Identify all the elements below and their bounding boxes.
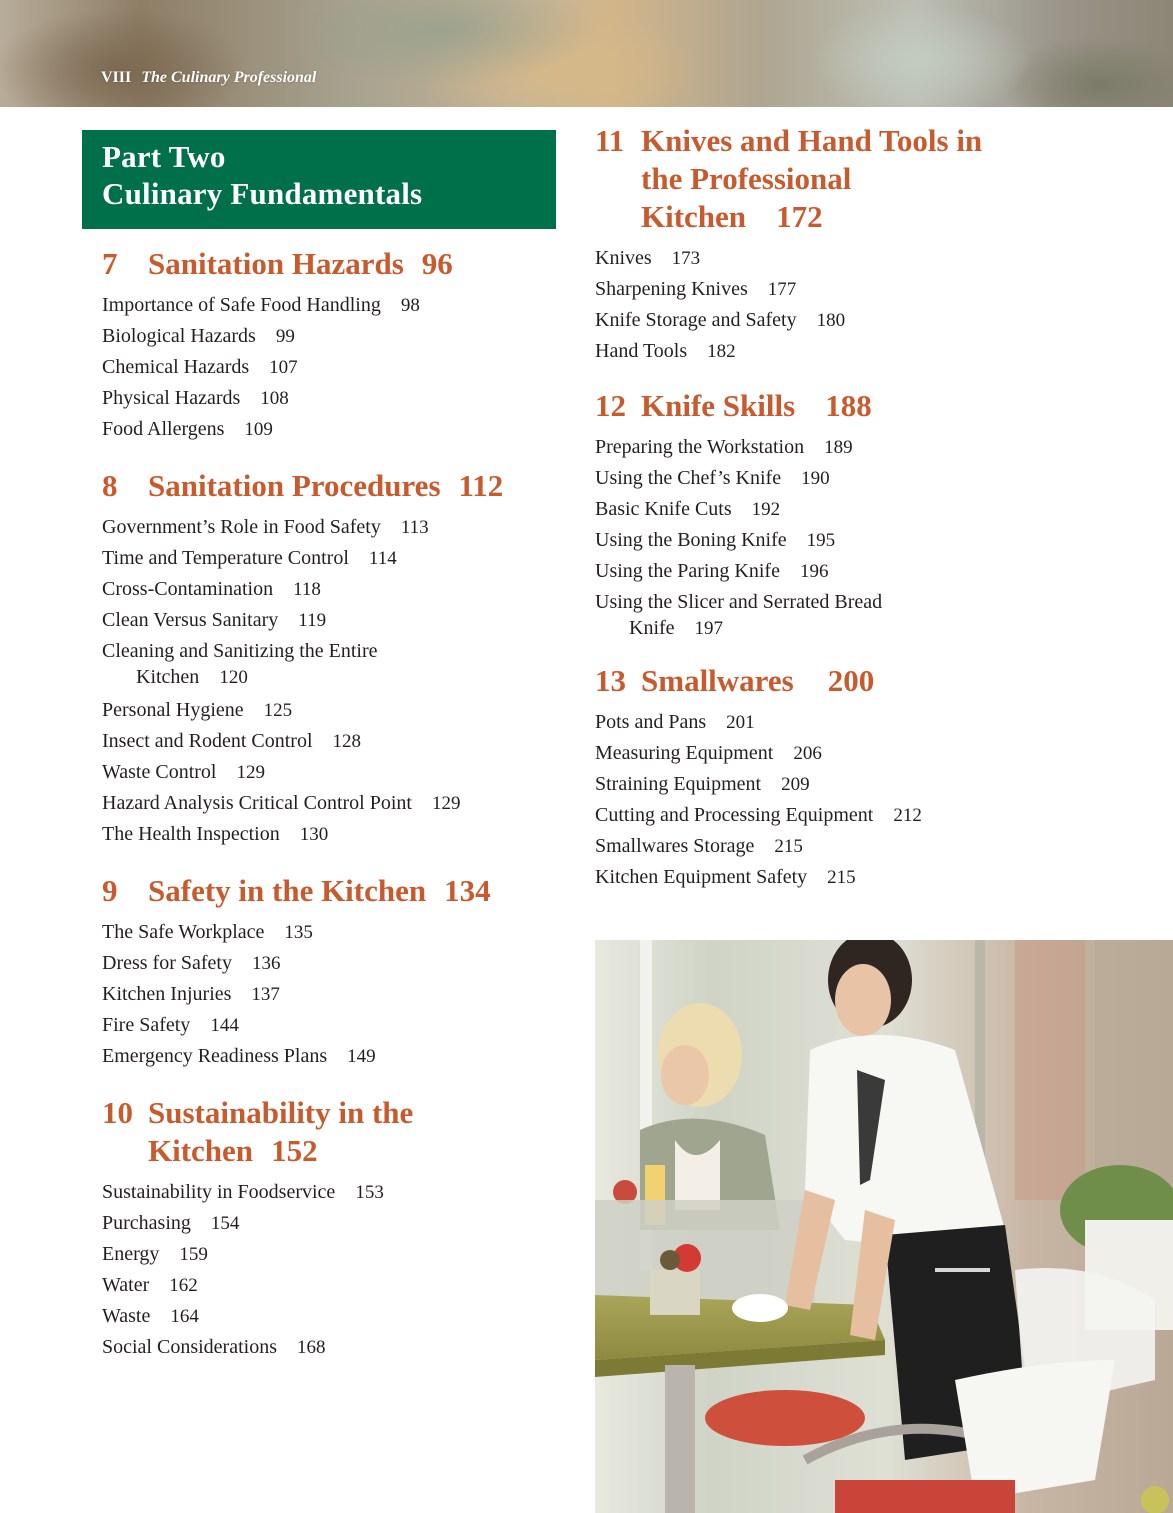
entry-page: 130 xyxy=(299,824,329,845)
chapter-page: 172 xyxy=(776,199,823,234)
running-head xyxy=(101,69,316,87)
entry-title: Sustainability in Foodservice xyxy=(102,1181,336,1203)
entry-page: 149 xyxy=(347,1046,376,1067)
toc-entry[interactable] xyxy=(595,336,1065,367)
toc-entry[interactable] xyxy=(102,543,572,574)
chapter-heading[interactable] xyxy=(102,1094,572,1170)
chapter-number: 13 xyxy=(595,663,626,698)
toc-entry[interactable] xyxy=(102,1332,572,1363)
entry-title: Importance of Safe Food Handling xyxy=(102,294,381,316)
entry-title: Hazard Analysis Critical Control Point xyxy=(102,792,412,814)
entry-page: 107 xyxy=(269,357,298,378)
entry-title: Pots and Pans xyxy=(595,711,707,733)
entry-title: Knife Storage and Safety xyxy=(595,309,797,331)
toc-entry[interactable] xyxy=(102,948,572,979)
entry-page: 137 xyxy=(251,984,280,1005)
toc-chapter xyxy=(595,662,1065,893)
chapter-page: 188 xyxy=(825,388,872,423)
entry-title: Personal Hygiene xyxy=(102,699,244,721)
entry-title: The Health Inspection xyxy=(102,823,280,845)
entry-title: Dress for Safety xyxy=(102,952,232,974)
toc-entry[interactable] xyxy=(595,274,1065,305)
entry-title: Clean Versus Sanitary xyxy=(102,609,279,631)
toc-entry[interactable] xyxy=(102,979,572,1010)
entry-page: 189 xyxy=(824,437,853,458)
entry-title: Using the Paring Knife xyxy=(595,560,780,582)
entry-title: Waste Control xyxy=(102,761,217,783)
part-label: Part Two xyxy=(102,139,226,174)
chapter-heading[interactable] xyxy=(102,467,572,505)
chapter-number: 7 xyxy=(102,246,118,281)
chapter-title: Knives and Hand Tools in the Professional Kitchen xyxy=(641,123,983,234)
toc-entry[interactable] xyxy=(102,638,462,691)
toc-entry[interactable] xyxy=(102,726,572,757)
chapter-page: 152 xyxy=(271,1133,318,1168)
toc-entry[interactable] xyxy=(595,463,1065,494)
entry-page: 129 xyxy=(431,793,461,814)
entry-title: Kitchen Injuries xyxy=(102,983,232,1005)
toc-entry[interactable] xyxy=(102,605,572,636)
entry-title: Kitchen Equipment Safety xyxy=(595,866,808,888)
entry-title: Biological Hazards xyxy=(102,325,256,347)
chapter-number: 9 xyxy=(102,873,118,908)
entry-page: 135 xyxy=(284,922,313,943)
toc-left-column xyxy=(102,245,572,1363)
chapter-title: Smallwares xyxy=(641,663,794,698)
entry-title: Water xyxy=(102,1274,150,1296)
chapter-title: Sustainability in the Kitchen xyxy=(148,1095,414,1168)
book-title: The Culinary Professional xyxy=(141,69,317,86)
chapter-number: 11 xyxy=(595,123,625,158)
entry-title: Government’s Role in Food Safety xyxy=(102,516,381,538)
entry-title: The Safe Workplace xyxy=(102,921,265,943)
toc-entry[interactable] xyxy=(595,589,955,642)
chapter-heading[interactable] xyxy=(102,245,572,283)
toc-entry[interactable] xyxy=(102,414,572,445)
chapter-page: 96 xyxy=(421,246,453,281)
chapter-heading[interactable] xyxy=(102,872,572,910)
entry-title: Hand Tools xyxy=(595,340,688,362)
toc-entry[interactable] xyxy=(595,707,1065,738)
toc-entry[interactable] xyxy=(595,494,1065,525)
entry-page: 197 xyxy=(694,618,724,639)
chapter-page: 200 xyxy=(827,663,875,698)
entry-page: 120 xyxy=(219,667,248,688)
toc-entry[interactable] xyxy=(595,432,1065,463)
entry-title: Knives xyxy=(595,247,652,269)
entry-page: 114 xyxy=(368,548,397,569)
toc-entry[interactable] xyxy=(595,831,1065,862)
entry-page: 113 xyxy=(400,517,429,538)
entry-page: 128 xyxy=(332,731,362,752)
entry-page: 125 xyxy=(263,700,293,721)
entry-page: 201 xyxy=(726,712,755,733)
entry-page: 215 xyxy=(774,836,803,857)
part-heading-box xyxy=(82,130,556,229)
photo-illustration xyxy=(595,940,1173,1513)
cafe-photo xyxy=(595,940,1173,1513)
toc-entry[interactable] xyxy=(102,1041,572,1072)
chapter-page: 112 xyxy=(458,468,504,503)
entry-page: 180 xyxy=(816,310,846,331)
toc-entry[interactable] xyxy=(102,695,572,726)
entry-page: 190 xyxy=(801,468,830,489)
entry-page: 182 xyxy=(707,341,736,362)
chapter-number: 12 xyxy=(595,388,626,423)
toc-entry[interactable] xyxy=(102,819,572,850)
toc-entry[interactable] xyxy=(102,574,572,605)
entry-title: Emergency Readiness Plans xyxy=(102,1045,328,1067)
toc-entry[interactable] xyxy=(102,352,572,383)
page-folio: VIII xyxy=(101,69,132,86)
toc-entry[interactable] xyxy=(595,862,1065,893)
entry-page: 108 xyxy=(260,388,289,409)
entry-title: Cross-Contamination xyxy=(102,578,274,600)
toc-entry[interactable] xyxy=(102,512,572,543)
entry-title: Fire Safety xyxy=(102,1014,191,1036)
entry-title: Food Allergens xyxy=(102,418,225,440)
entry-title: Straining Equipment xyxy=(595,773,762,795)
toc-entry[interactable] xyxy=(595,525,1065,556)
entry-page: 129 xyxy=(236,762,265,783)
toc-entry[interactable] xyxy=(102,290,572,321)
entry-page: 177 xyxy=(767,279,797,300)
entry-title: Cutting and Processing Equipment xyxy=(595,804,874,826)
entry-title: Chemical Hazards xyxy=(102,356,250,378)
entry-title: Smallwares Storage xyxy=(595,835,755,857)
toc-entry[interactable] xyxy=(102,1239,572,1270)
entry-title: Basic Knife Cuts xyxy=(595,498,732,520)
chapter-page: 134 xyxy=(444,873,491,908)
entry-page: 159 xyxy=(179,1244,208,1265)
entry-page: 109 xyxy=(244,419,273,440)
toc-entry[interactable] xyxy=(595,305,1065,336)
toc-entry[interactable] xyxy=(102,1010,572,1041)
toc-entry[interactable] xyxy=(102,1208,572,1239)
toc-chapter xyxy=(102,872,572,1072)
toc-entry[interactable] xyxy=(595,243,1065,274)
entry-title: Measuring Equipment xyxy=(595,742,774,764)
chapter-title: Knife Skills xyxy=(641,388,796,423)
entry-page: 99 xyxy=(275,326,295,347)
entry-title: Social Considerations xyxy=(102,1336,277,1358)
chapter-heading[interactable] xyxy=(595,122,1065,236)
entry-page: 196 xyxy=(799,561,829,582)
toc-entry[interactable] xyxy=(102,1177,572,1208)
entry-title: Preparing the Workstation xyxy=(595,436,805,458)
entry-page: 153 xyxy=(355,1182,384,1203)
entry-title: Time and Temperature Control xyxy=(102,547,349,569)
entry-title: Insect and Rodent Control xyxy=(102,730,313,752)
entry-title: Using the Boning Knife xyxy=(595,529,787,551)
entry-page: 119 xyxy=(298,610,327,631)
entry-page: 154 xyxy=(210,1213,240,1234)
entry-title: Purchasing xyxy=(102,1212,191,1234)
entry-page: 192 xyxy=(751,499,781,520)
entry-title: Waste xyxy=(102,1305,151,1327)
entry-page: 209 xyxy=(781,774,810,795)
toc-entry[interactable] xyxy=(102,321,572,352)
toc-entry[interactable] xyxy=(102,383,572,414)
toc-chapter xyxy=(595,387,1065,642)
entry-page: 136 xyxy=(251,953,281,974)
toc-right-column xyxy=(595,122,1065,893)
toc-entry[interactable] xyxy=(102,788,572,819)
toc-entry[interactable] xyxy=(595,800,1065,831)
toc-entry[interactable] xyxy=(595,738,1065,769)
entry-page: 215 xyxy=(827,867,856,888)
entry-title: Using the Slicer and Serrated Bread Knife xyxy=(595,591,883,639)
chapter-heading[interactable] xyxy=(595,662,1065,700)
entry-page: 212 xyxy=(893,805,922,826)
entry-page: 173 xyxy=(671,248,701,269)
entry-page: 98 xyxy=(400,295,420,316)
chapter-number: 10 xyxy=(102,1095,133,1130)
entry-page: 144 xyxy=(210,1015,239,1036)
entry-title: Using the Chef’s Knife xyxy=(595,467,782,489)
chapter-number: 8 xyxy=(102,468,118,503)
toc-entry[interactable] xyxy=(102,1301,572,1332)
entry-page: 195 xyxy=(806,530,836,551)
entry-page: 118 xyxy=(293,579,321,600)
header-banner xyxy=(0,0,1173,107)
entry-title: Cleaning and Sanitizing the Entire Kitchen xyxy=(102,640,378,688)
toc-entry[interactable] xyxy=(595,769,1065,800)
entry-page: 168 xyxy=(296,1337,326,1358)
toc-entry[interactable] xyxy=(595,556,1065,587)
toc-entry[interactable] xyxy=(102,917,572,948)
entry-title: Physical Hazards xyxy=(102,387,241,409)
chapter-title: Safety in the Kitchen xyxy=(148,873,427,908)
toc-chapter xyxy=(102,467,572,850)
chapter-heading[interactable] xyxy=(595,387,1065,425)
toc-chapter xyxy=(102,245,572,445)
toc-entry[interactable] xyxy=(102,757,572,788)
entry-page: 206 xyxy=(793,743,822,764)
entry-page: 162 xyxy=(169,1275,198,1296)
entry-title: Energy xyxy=(102,1243,160,1265)
part-title: Culinary Fundamentals xyxy=(102,176,423,211)
toc-chapter xyxy=(595,122,1065,367)
chapter-title: Sanitation Procedures xyxy=(148,468,441,503)
chapter-title: Sanitation Hazards xyxy=(148,246,404,281)
toc-chapter xyxy=(102,1094,572,1363)
entry-title: Sharpening Knives xyxy=(595,278,748,300)
entry-page: 164 xyxy=(170,1306,199,1327)
toc-entry[interactable] xyxy=(102,1270,572,1301)
